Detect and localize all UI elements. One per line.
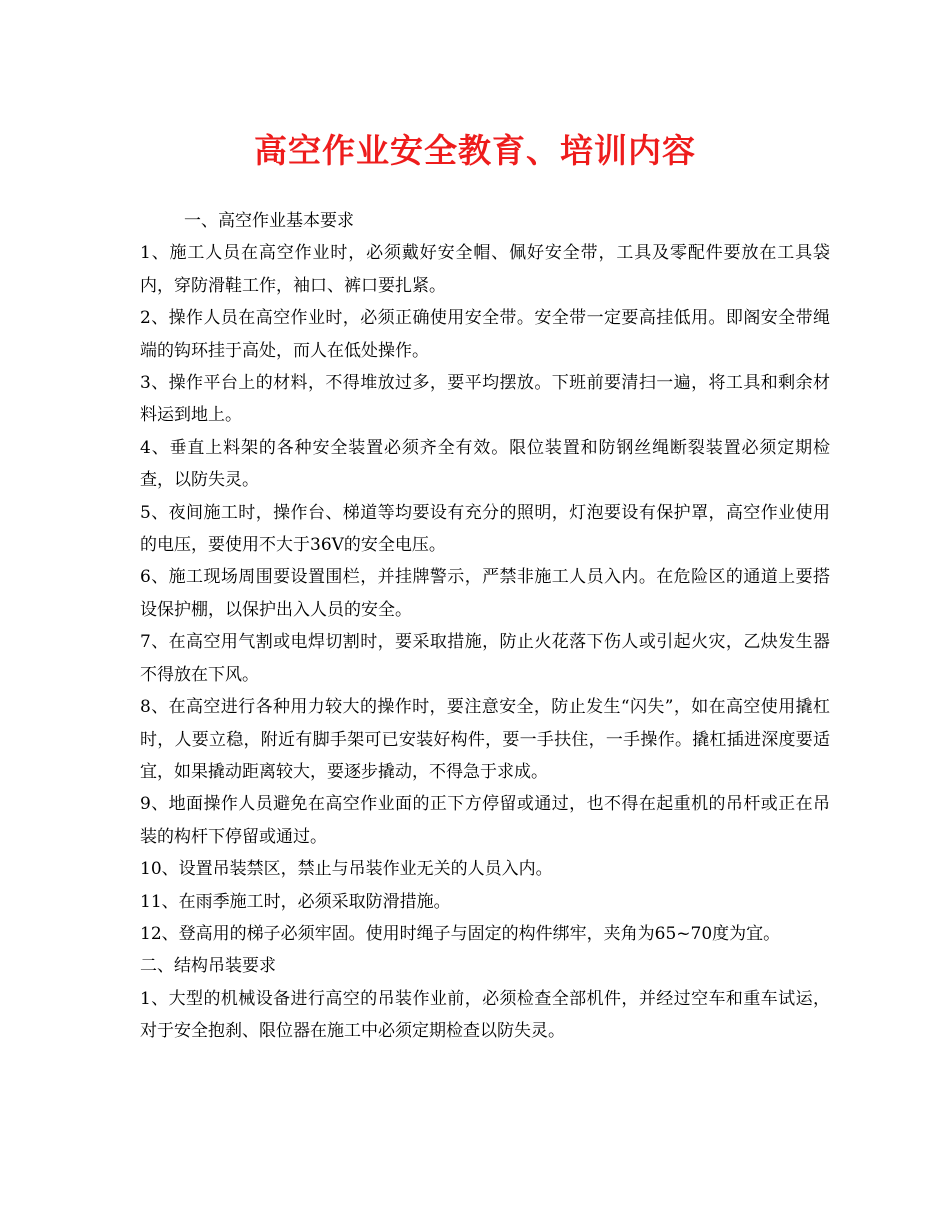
paragraph: 12、登高用的梯子必须牢固。使用时绳子与固定的构件绑牢，夹角为65~70度为宜。 [140,923,781,944]
document-body [140,205,830,1048]
paragraph: 10、设置吊装禁区，禁止与吊装作业无关的人员入内。 [140,859,553,880]
paragraph: 5、夜间施工时，操作台、梯道等均要设有充分的照明，灯泡要设有保护罩，高空作业使用的电压，要使用不大于36V的安全电压。 [140,502,830,556]
paragraph: 9、地面操作人员避免在高空作业面的正下方停留或通过，也不得在起重机的吊杆或正在吊装的构杆下停留或通过。 [140,794,830,847]
paragraph: 4、垂直上料架的各种安全装置必须齐全有效。限位装置和防钢丝绳断裂装置必须定期检查，以防失灵。 [140,437,830,491]
document-title: 高空作业安全教育、培训内容 [254,131,696,170]
paragraph: 3、操作平台上的材料，不得堆放过多，要平均摆放。下班前要清扫一遍，将工具和剩余材料运到地上。 [140,373,830,426]
paragraph: 7、在高空用气割或电焊切割时，要采取措施，防止火花落下伤人或引起火灾，乙炔发生器不得放在下风。 [140,632,830,685]
paragraph: 2、操作人员在高空作业时，必须正确使用安全带。安全带一定要高挂低用。即阁安全带绳端的钩环挂于高处，而人在低处操作。 [140,308,830,361]
section-heading-2: 二、结构吊装要求 [140,956,276,977]
paragraph: 1、施工人员在高空作业时，必须戴好安全帽、佩好安全带，工具及零配件要放在工具袋内，穿防滑鞋工作，袖口、裤口要扎紧。 [140,243,830,296]
paragraph: 11、在雨季施工时，必须采取防滑措施。 [140,891,451,912]
paragraph: 1、大型的机械设备进行高空的吊装作业前，必须检查全部机件，并经过空车和重车试运，对于安全抱刹、限位器在施工中必须定期检查以防失灵。 [140,988,830,1042]
paragraph: 8、在高空进行各种用力较大的操作时，要注意安全，防止发生“闪失”，如在高空使用撬杠时，人要立稳，附近有脚手架可已安装好构件，要一手扶住，一手操作。撬杠插进深度要适宜，如果撬动距离较大，要逐步撬动，不得急于求成。 [140,697,830,782]
section-heading-1: 一、高空作业基本要求 [184,211,354,231]
paragraph: 6、施工现场周围要设置围栏，并挂牌警示，严禁非施工人员入内。在危险区的通道上要搭设保护棚，以保护出入人员的安全。 [140,567,830,620]
